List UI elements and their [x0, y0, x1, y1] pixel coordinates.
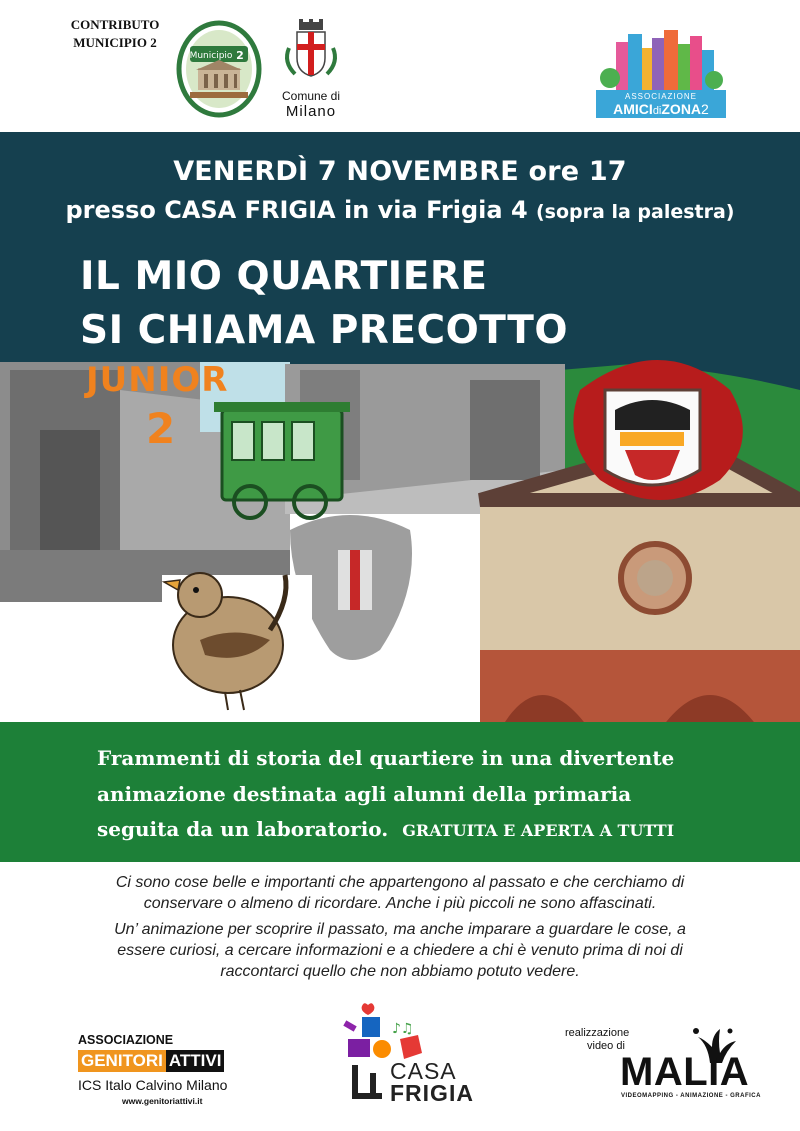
- svg-text:AMICIdiZONA2: [613, 101, 709, 117]
- description-line-3-text: seguita da un laboratorio.: [97, 817, 389, 841]
- amici-di-zona-2-logo: [590, 28, 730, 125]
- body-paragraph-2-line-1: Un’ animazione per scoprire il passato, ma anche imparare a guardare le cose, a: [114, 921, 686, 938]
- comune-di-milano-logo: [276, 18, 346, 120]
- junior-label: JUNIOR: [86, 360, 229, 400]
- municipio-badge-number: 2: [236, 49, 244, 62]
- description-line-3: [97, 817, 674, 841]
- amici-name-3: ZONA: [661, 101, 702, 117]
- junior-number: 2: [146, 404, 176, 453]
- municipio-badge-text: Municipio: [189, 51, 233, 61]
- municipio-2-logo: [176, 20, 262, 123]
- contributo-label: CONTRIBUTO MUNICIPIO 2: [70, 17, 160, 50]
- genitori-attivi-logo: [78, 1033, 256, 1106]
- event-venue-main: presso CASA FRIGIA in via Frigia 4: [65, 196, 528, 224]
- collage-illustration: [0, 350, 800, 730]
- genitori-assoc-label: ASSOCIAZIONE: [78, 1033, 174, 1047]
- milano-crest-icon: [279, 18, 343, 82]
- event-title-line-1: IL MIO QUARTIERE: [80, 254, 488, 299]
- genitori-url: www.genitoriattivi.it: [122, 1096, 203, 1106]
- body-paragraph-1-line-2: conservare o almeno di ricordare. Anche i più piccoli ne sono affascinati.: [143, 895, 657, 912]
- event-date: VENERDÌ 7 NOVEMBRE ore 17: [173, 156, 627, 187]
- description-line-2: animazione destinata agli alunni della primaria: [97, 782, 632, 806]
- body-paragraph-2-line-3: raccontarci quello che non abbiamo potuto vedere.: [220, 963, 580, 980]
- school-label: ICS Italo Calvino Milano: [78, 1077, 228, 1093]
- realizzazione-line-1: realizzazione: [565, 1027, 630, 1039]
- malia-tagline: VIDEOMAPPING - ANIMAZIONE - GRAFICA: [621, 1093, 761, 1099]
- amici-name-2: di: [652, 105, 662, 117]
- event-title-line-2: SI CHIAMA PRECOTTO: [80, 308, 568, 353]
- frigia-label: FRIGIA: [390, 1080, 474, 1106]
- bird-illustration: [162, 573, 312, 710]
- free-entry-label: GRATUITA E APERTA A TUTTI: [402, 821, 675, 840]
- description-line-1: Frammenti di storia del quartiere in una divertente: [97, 746, 675, 770]
- milano-label: Milano: [285, 103, 337, 120]
- genitori-word: GENITORI: [78, 1050, 166, 1072]
- amici-assoc-text: ASSOCIAZIONE: [624, 92, 698, 101]
- svg-text:♪♫: ♪♫: [392, 1021, 414, 1037]
- body-paragraph-1-line-1: Ci sono cose belle e importanti che appartengono al passato e che cerchiamo di: [115, 874, 685, 891]
- event-venue: [0, 196, 800, 224]
- amici-name-1: AMICI: [613, 101, 653, 117]
- event-venue-note: (sopra la palestra): [536, 201, 735, 223]
- attivi-word: ATTIVI: [166, 1050, 225, 1072]
- amici-name-4: 2: [701, 101, 709, 117]
- header: [0, 0, 800, 132]
- genitori-attivi-bar: [78, 1050, 256, 1072]
- body-paragraph-2-line-2: essere curiosi, a cercare informazioni e a chiedere a chi è venuto prima di noi di: [117, 942, 683, 959]
- comune-di-label: Comune di: [281, 89, 341, 103]
- realizzazione-line-2: video di: [587, 1040, 625, 1052]
- malia-logo-text: MALIA: [620, 1050, 750, 1094]
- casa-label: CASA: [390, 1058, 457, 1084]
- tram-icon: [214, 402, 350, 518]
